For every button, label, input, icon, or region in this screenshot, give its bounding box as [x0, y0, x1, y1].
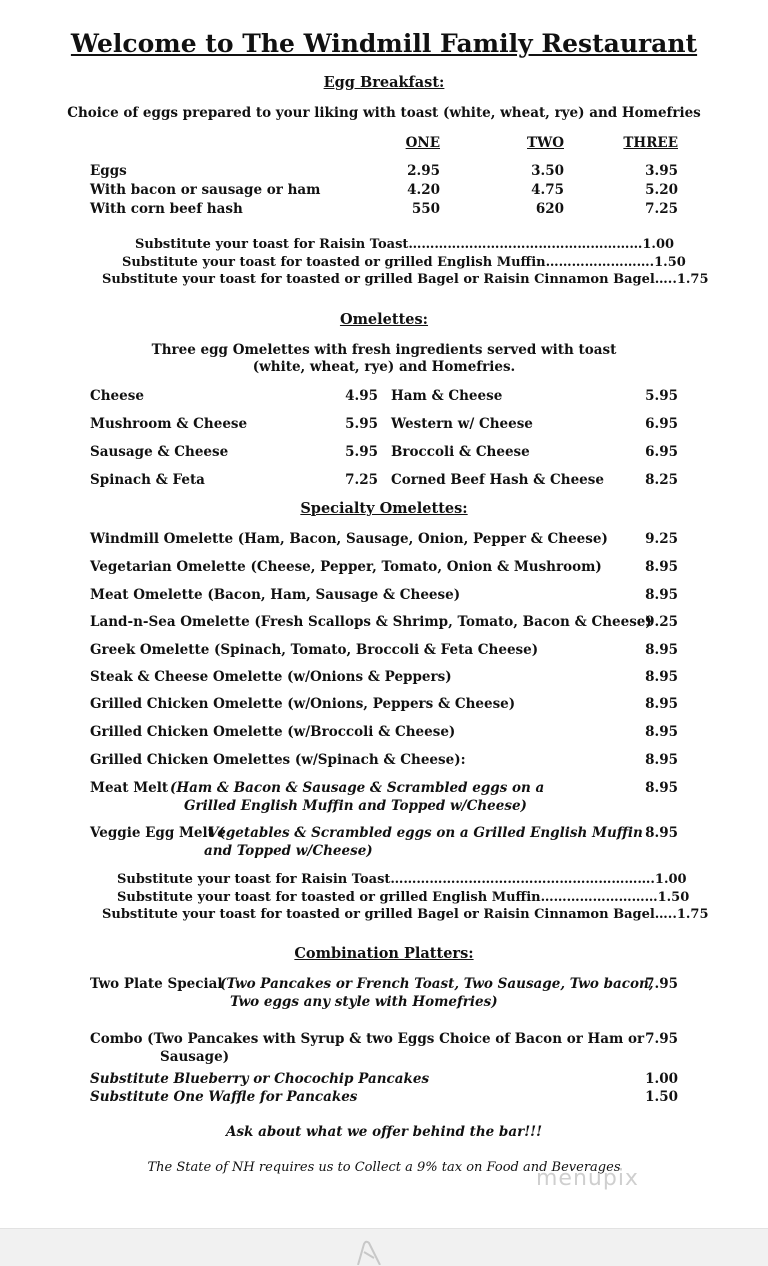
- specialty-price: 8.95: [645, 696, 678, 712]
- menupix-watermark: menupix: [536, 1166, 639, 1191]
- veggie-melt-desc-2: and Topped w/Cheese): [204, 843, 373, 859]
- combo-sub-item: Substitute One Waffle for Pancakes: [90, 1089, 358, 1105]
- specialty-item: Grilled Chicken Omelettes (w/Spinach & Cheese):: [90, 752, 466, 768]
- egg-row-price-one: 550: [411, 201, 440, 217]
- specialty-item: Steak & Cheese Omelette (w/Onions & Peppers): [90, 669, 452, 685]
- specialty-price: 8.95: [645, 669, 678, 685]
- document-icon: [350, 1238, 386, 1265]
- two-plate-desc-2: Two eggs any style with Homefries): [230, 994, 498, 1010]
- omelette-item: Ham & Cheese: [391, 388, 503, 404]
- egg-sub-bagel: Substitute your toast for toasted or grilled Bagel or Raisin Cinnamon Bagel…..1.75: [102, 272, 709, 287]
- omelette-price: 5.95: [345, 416, 378, 432]
- egg-row-price-one: 4.20: [407, 182, 440, 198]
- veggie-melt-price: 8.95: [645, 825, 678, 841]
- two-plate-price: 7.95: [645, 976, 678, 992]
- specialty-price: 9.25: [645, 614, 678, 630]
- omelette-price: 6.95: [645, 416, 678, 432]
- omelette-price: 5.95: [345, 444, 378, 460]
- omelettes-description-1: Three egg Omelettes with fresh ingredients served with toast: [151, 342, 617, 358]
- egg-breakfast-description: Choice of eggs prepared to your liking with toast (white, wheat, rye) and Homefries: [67, 105, 701, 121]
- veggie-melt-name: Veggie Egg Melt (: [90, 825, 225, 841]
- veggie-melt-desc-1: Vegetables & Scrambled eggs on a Grilled English Muffin: [208, 825, 643, 841]
- combo-sub-item: Substitute Blueberry or Chocochip Pancakes: [90, 1071, 430, 1087]
- egg-row-name: With bacon or sausage or ham: [90, 182, 321, 198]
- egg-breakfast-heading: Egg Breakfast:: [323, 74, 445, 91]
- bar-note: Ask about what we offer behind the bar!!!: [225, 1124, 543, 1140]
- egg-row-name: With corn beef hash: [90, 201, 243, 217]
- omelette-price: 7.25: [345, 472, 378, 488]
- egg-row-price-three: 7.25: [645, 201, 678, 217]
- column-three: THREE: [623, 135, 678, 151]
- omelette-item: Broccoli & Cheese: [391, 444, 530, 460]
- omelette-item: Western w/ Cheese: [391, 416, 533, 432]
- egg-row-price-two: 620: [535, 201, 564, 217]
- combo-sub-price: 1.00: [645, 1071, 678, 1087]
- two-plate-name: Two Plate Special: [90, 976, 223, 992]
- tax-note: The State of NH requires us to Collect a 9% tax on Food and Beverages: [147, 1160, 621, 1175]
- column-one: ONE: [405, 135, 440, 151]
- page-title: Welcome to The Windmill Family Restaurant: [70, 29, 698, 58]
- omelettes-description-2: (white, wheat, rye) and Homefries.: [252, 359, 516, 375]
- specialty-sub-bagel: Substitute your toast for toasted or grilled Bagel or Raisin Cinnamon Bagel…..1.75: [102, 907, 709, 922]
- two-plate-desc-1: (Two Pancakes or French Toast, Two Sausage, Two bacon,: [220, 976, 654, 992]
- specialty-heading: Specialty Omelettes:: [300, 500, 468, 517]
- omelette-item: Mushroom & Cheese: [90, 416, 248, 432]
- specialty-price: 9.25: [645, 531, 678, 547]
- omelette-item: Corned Beef Hash & Cheese: [391, 472, 604, 488]
- meat-melt-price: 8.95: [645, 780, 678, 796]
- specialty-item: Vegetarian Omelette (Cheese, Pepper, Tomato, Onion & Mushroom): [90, 559, 602, 575]
- specialty-price: 8.95: [645, 587, 678, 603]
- omelette-price: 5.95: [645, 388, 678, 404]
- egg-row-price-one: 2.95: [407, 163, 440, 179]
- combination-heading: Combination Platters:: [294, 945, 474, 962]
- omelettes-heading: Omelettes:: [339, 311, 429, 328]
- column-two: TWO: [527, 135, 564, 151]
- specialty-price: 8.95: [645, 642, 678, 658]
- combo-sub-price: 1.50: [645, 1089, 678, 1105]
- omelette-item: Spinach & Feta: [90, 472, 205, 488]
- meat-melt-name: Meat Melt: [90, 780, 169, 796]
- omelette-item: Sausage & Cheese: [90, 444, 229, 460]
- specialty-item: Greek Omelette (Spinach, Tomato, Broccoli & Feta Cheese): [90, 642, 539, 658]
- meat-melt-desc-2: Grilled English Muffin and Topped w/Cheese): [184, 798, 527, 814]
- egg-sub-muffin: Substitute your toast for toasted or grilled English Muffin…………………….1.50: [122, 255, 686, 270]
- egg-row-price-three: 5.20: [645, 182, 678, 198]
- specialty-item: Land-n-Sea Omelette (Fresh Scallops & Shrimp, Tomato, Bacon & Cheese): [90, 614, 652, 630]
- specialty-price: 8.95: [645, 559, 678, 575]
- specialty-sub-raisin: Substitute your toast for Raisin Toast…………………………………………………….1.00: [117, 872, 687, 887]
- egg-row-name: Eggs: [90, 163, 127, 179]
- specialty-item: Windmill Omelette (Ham, Bacon, Sausage, Onion, Pepper & Cheese): [90, 531, 608, 547]
- specialty-item: Grilled Chicken Omelette (w/Broccoli & Cheese): [90, 724, 456, 740]
- omelette-price: 8.25: [645, 472, 678, 488]
- combo-price: 7.95: [645, 1031, 678, 1047]
- egg-sub-raisin: Substitute your toast for Raisin Toast………………………………………………1.00: [135, 237, 675, 252]
- omelette-price: 6.95: [645, 444, 678, 460]
- combo-line-1: Combo (Two Pancakes with Syrup & two Eggs Choice of Bacon or Ham or: [90, 1031, 645, 1047]
- specialty-price: 8.95: [645, 752, 678, 768]
- specialty-item: Meat Omelette (Bacon, Ham, Sausage & Cheese): [90, 587, 461, 603]
- specialty-item: Grilled Chicken Omelette (w/Onions, Peppers & Cheese): [90, 696, 516, 712]
- egg-row-price-two: 4.75: [531, 182, 564, 198]
- egg-row-price-two: 3.50: [531, 163, 564, 179]
- specialty-price: 8.95: [645, 724, 678, 740]
- egg-row-price-three: 3.95: [645, 163, 678, 179]
- combo-line-2: Sausage): [160, 1049, 230, 1065]
- omelette-item: Cheese: [90, 388, 144, 404]
- specialty-sub-muffin: Substitute your toast for toasted or grilled English Muffin………………………1.50: [117, 890, 690, 905]
- meat-melt-desc-1: (Ham & Bacon & Sausage & Scrambled eggs on a: [170, 780, 545, 796]
- omelette-price: 4.95: [345, 388, 378, 404]
